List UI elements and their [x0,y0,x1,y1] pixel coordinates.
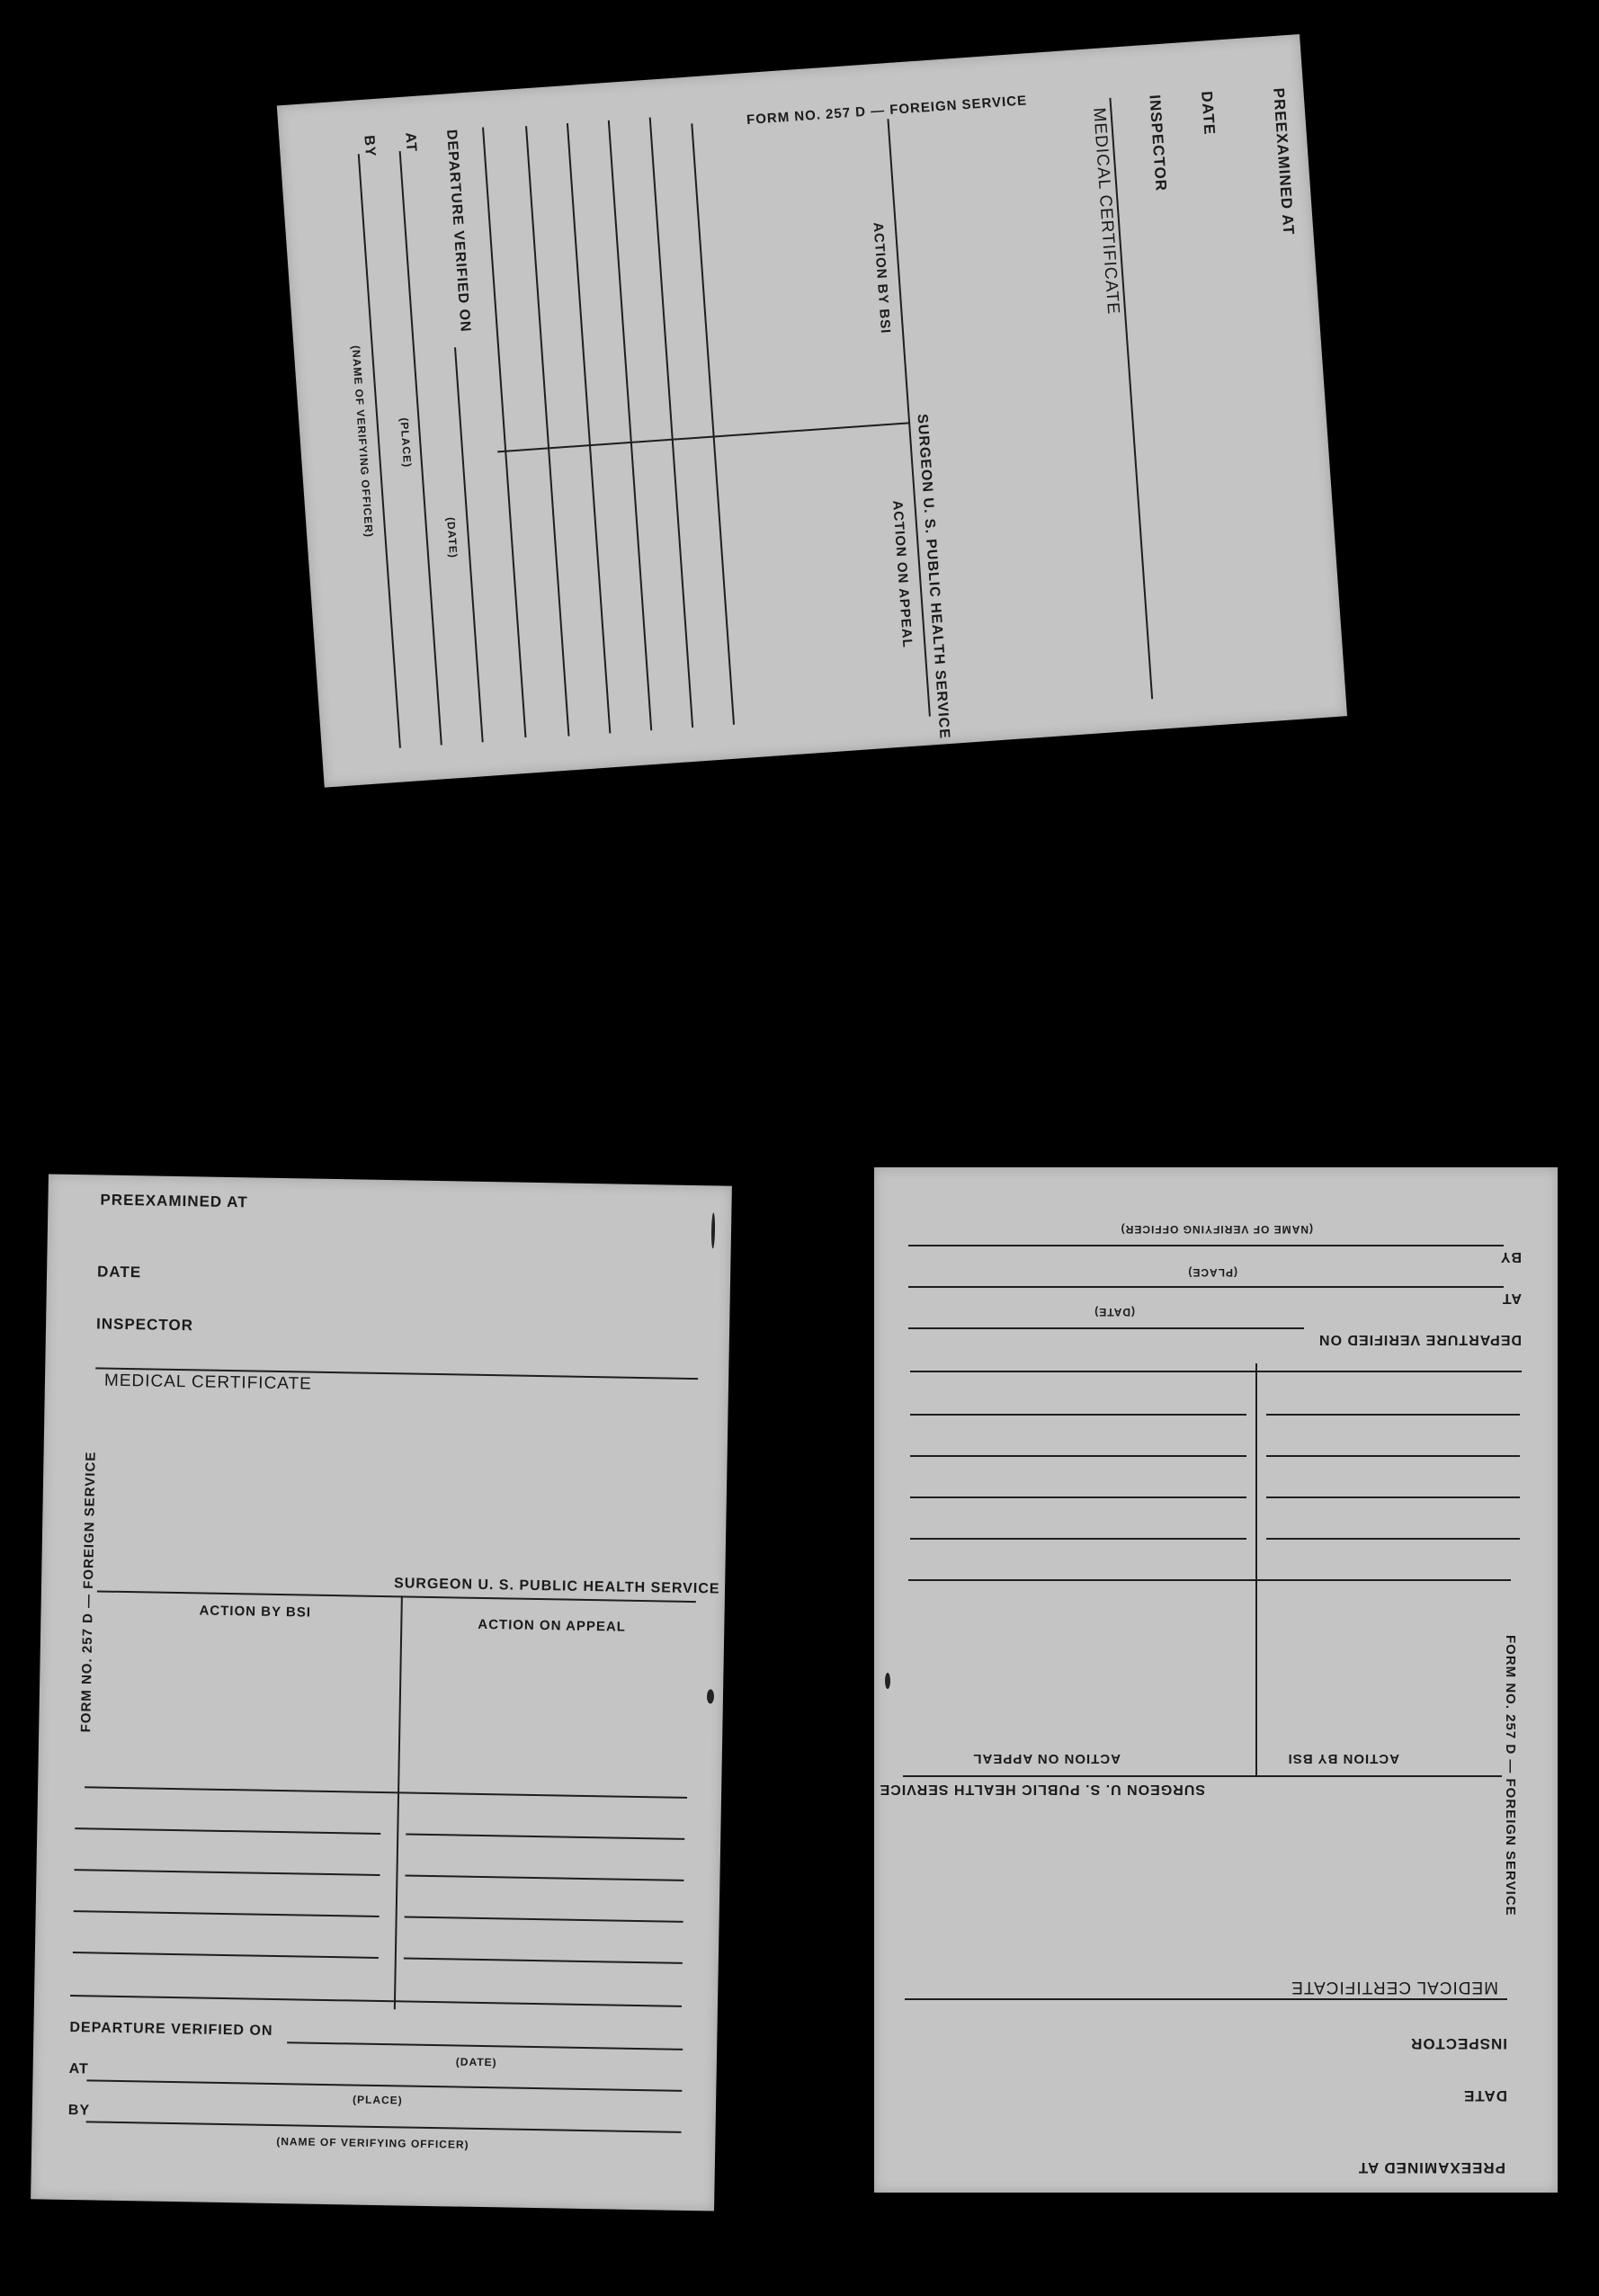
rule [74,1910,380,1917]
at-label: AT [402,131,419,153]
rule [1266,1414,1520,1416]
officer-caption: (NAME OF VERIFYING OFFICER) [349,344,376,539]
place-caption: (PLACE) [1187,1266,1237,1279]
rule [910,1455,1246,1457]
inspector-label: INSPECTOR [1146,94,1170,192]
by-label: BY [1499,1249,1522,1264]
medical-certificate-label: MEDICAL CERTIFICATE [1089,107,1123,316]
action-by-bsi-label: ACTION BY BSI [870,221,894,335]
officer-caption: (NAME OF VERIFYING OFFICER) [276,2135,469,2151]
date-caption: (DATE) [444,516,460,559]
rule [74,1869,380,1876]
divider [905,1998,1507,2000]
at-line [908,1286,1504,1288]
rule [85,1786,687,1799]
medical-certificate-label: MEDICAL CERTIFICATE [1291,1978,1498,1997]
form-card-rotated [277,34,1347,788]
divider [1109,98,1153,700]
form-number-label: FORM NO. 257 D — FOREIGN SERVICE [746,93,1028,129]
at-label: AT [68,2061,89,2077]
departure-label: DEPARTURE VERIFIED ON [443,129,473,334]
departure-label: DEPARTURE VERIFIED ON [69,2020,273,2039]
rule [910,1414,1246,1416]
column-divider [1255,1363,1257,1777]
form-card-back [874,1167,1558,2193]
column-divider [394,1595,403,2009]
rule [1266,1538,1520,1540]
rule [75,1827,380,1835]
rule [405,1874,683,1881]
preexamined-label: PREEXAMINED AT [100,1191,248,1211]
rule [691,123,735,725]
form-number-label: FORM NO. 257 D — FOREIGN SERVICE [1503,1635,1518,1916]
rule [73,1952,379,1959]
place-caption: (PLACE) [398,417,415,469]
surgeon-label: SURGEON U. S. PUBLIC HEALTH SERVICE [879,1782,1205,1797]
at-label: AT [1501,1291,1522,1306]
date-label: DATE [1198,90,1219,136]
preexamined-label: PREEXAMINED AT [1357,2159,1505,2176]
rule [1266,1455,1520,1457]
form-card-front [31,1174,732,2211]
officer-caption: (NAME OF VERIFYING OFFICER) [1120,1223,1313,1236]
inspector-label: INSPECTOR [95,1315,194,1335]
surgeon-label: SURGEON U. S. PUBLIC HEALTH SERVICE [393,1576,720,1597]
by-label: BY [67,2102,91,2119]
column-divider [497,422,910,452]
at-line [86,2079,682,2092]
divider [903,1775,1502,1777]
rule [405,1916,683,1922]
rule [525,126,569,736]
rule [608,121,652,730]
action-on-appeal-label: ACTION ON APPEAL [889,499,916,649]
inspector-label: INSPECTOR [1410,2035,1507,2052]
stain [885,1673,890,1689]
date-caption: (DATE) [1094,1306,1135,1318]
rule [649,118,693,728]
rule [910,1371,1522,1372]
stain [707,1689,714,1703]
rule [910,1496,1246,1498]
surgeon-label: SURGEON U. S. PUBLIC HEALTH SERVICE [914,413,952,740]
rule [70,1995,682,2007]
departure-line [287,2041,683,2050]
action-on-appeal-label: ACTION ON APPEAL [972,1751,1121,1766]
medical-certificate-label: MEDICAL CERTIFICATE [103,1371,312,1394]
departure-line [908,1327,1304,1329]
by-label: BY [361,134,378,158]
departure-label: DEPARTURE VERIFIED ON [1318,1332,1522,1347]
rule [404,1957,683,1963]
by-line [86,2121,682,2133]
rule [406,1833,684,1839]
date-label: DATE [1462,2087,1507,2104]
date-caption: (DATE) [455,2055,497,2069]
action-by-bsi-label: ACTION BY BSI [1287,1751,1399,1766]
date-label: DATE [96,1263,142,1282]
action-by-bsi-label: ACTION BY BSI [199,1603,312,1621]
rule [482,128,526,737]
rule [1266,1496,1520,1498]
rule [908,1579,1511,1581]
rule [910,1538,1246,1540]
action-on-appeal-label: ACTION ON APPEAL [478,1616,627,1635]
preexamined-label: PREEXAMINED AT [1270,87,1298,237]
stain [711,1212,716,1248]
form-number-label: FORM NO. 257 D — FOREIGN SERVICE [78,1451,99,1733]
rule [567,123,611,733]
by-line [908,1245,1504,1246]
place-caption: (PLACE) [352,2093,403,2107]
